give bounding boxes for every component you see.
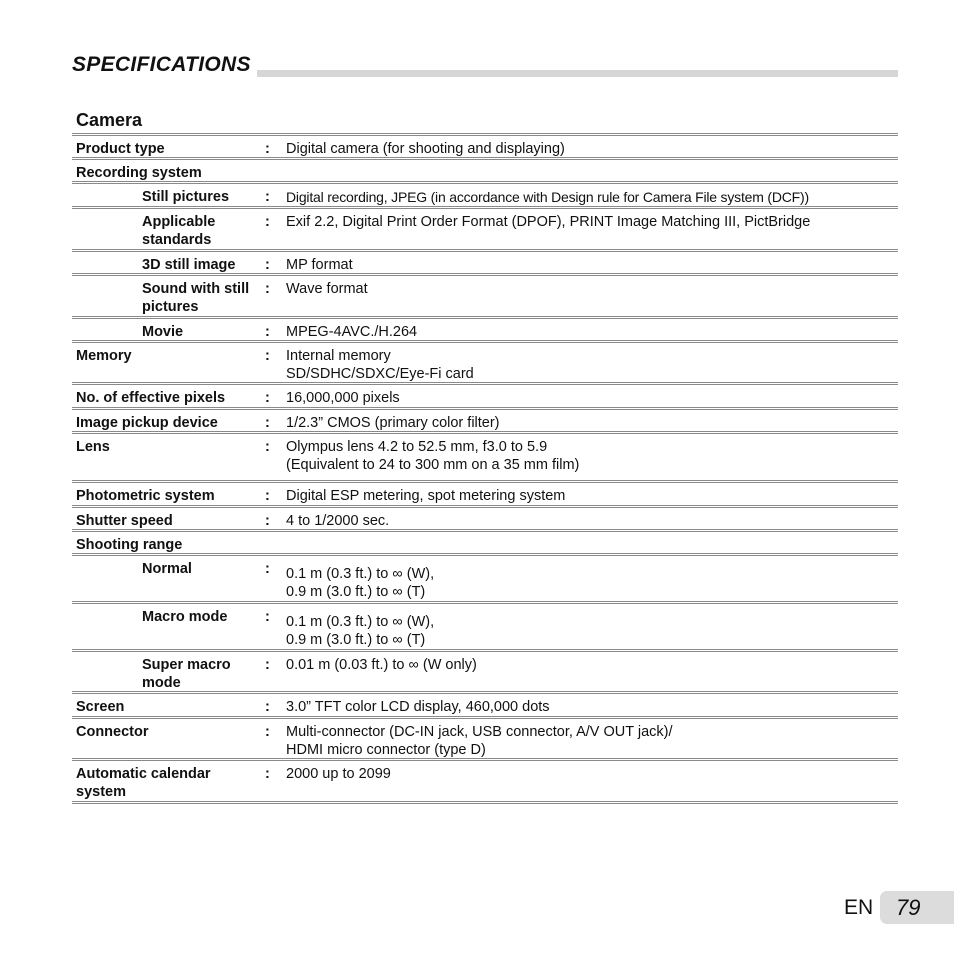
spec-row-sound-with-still-pictures bbox=[72, 276, 898, 319]
spec-value: 16,000,000 pixels bbox=[286, 390, 400, 406]
spec-colon: : bbox=[265, 513, 270, 529]
spec-label: Shooting range bbox=[76, 537, 183, 553]
spec-row-movie bbox=[72, 319, 898, 343]
spec-value: 4 to 1/2000 sec. bbox=[286, 513, 390, 529]
spec-colon: : bbox=[265, 766, 270, 782]
spec-label: Automatic calendar system bbox=[76, 766, 211, 800]
spec-row-automatic-calendar-system bbox=[72, 761, 898, 804]
language-label: EN bbox=[844, 896, 874, 919]
spec-row-applicable-standards bbox=[72, 209, 898, 252]
spec-value: Wave format bbox=[286, 281, 368, 297]
spec-colon: : bbox=[265, 699, 270, 715]
spec-label: Photometric system bbox=[76, 488, 215, 504]
spec-colon: : bbox=[265, 281, 270, 297]
spec-colon: : bbox=[265, 141, 270, 157]
spec-label: Screen bbox=[76, 699, 125, 715]
spec-value: Olympus lens 4.2 to 52.5 mm, f3.0 to 5.9 (Equivalent to 24 to 300 mm on a 35 mm film) bbox=[286, 439, 580, 473]
spec-row-lens bbox=[72, 434, 898, 483]
spec-row-still-pictures bbox=[72, 184, 898, 209]
spec-colon: : bbox=[265, 214, 270, 230]
section-title: Camera bbox=[76, 110, 143, 130]
spec-row-memory bbox=[72, 343, 898, 385]
spec-value: 0.1 m (0.3 ft.) to ∞ (W), 0.9 m (3.0 ft.) to ∞ (T) bbox=[286, 566, 435, 600]
spec-value: Digital camera (for shooting and displaying) bbox=[286, 141, 565, 157]
spec-row-connector bbox=[72, 719, 898, 761]
page-number: 79 bbox=[896, 895, 921, 920]
spec-label: Sound with still pictures bbox=[142, 281, 250, 315]
spec-row-image-pickup-device bbox=[72, 410, 898, 434]
spec-label: Recording system bbox=[76, 165, 202, 181]
spec-colon: : bbox=[265, 189, 270, 205]
spec-colon: : bbox=[265, 415, 270, 431]
spec-value: MP format bbox=[286, 257, 353, 273]
spec-label: Movie bbox=[142, 324, 184, 340]
spec-label: Super macro mode bbox=[142, 657, 231, 691]
spec-value: 2000 up to 2099 bbox=[286, 766, 391, 782]
spec-value: Internal memory SD/SDHC/SDXC/Eye-Fi card bbox=[286, 348, 474, 382]
spec-colon: : bbox=[265, 724, 270, 740]
spec-row-photometric-system bbox=[72, 483, 898, 508]
spec-row-recording-system bbox=[72, 160, 898, 184]
spec-label: Applicable standards bbox=[142, 214, 216, 248]
spec-label: Memory bbox=[76, 348, 132, 364]
spec-label: No. of effective pixels bbox=[76, 390, 226, 406]
spec-label: Normal bbox=[142, 561, 192, 577]
spec-label: Still pictures bbox=[142, 189, 230, 205]
spec-label: Shutter speed bbox=[76, 513, 173, 529]
spec-value: 0.01 m (0.03 ft.) to ∞ (W only) bbox=[286, 657, 477, 673]
spec-row-normal bbox=[72, 556, 898, 604]
spec-table bbox=[72, 133, 898, 804]
page-heading: SPECIFICATIONS bbox=[72, 53, 257, 77]
spec-row-super-macro-mode bbox=[72, 652, 898, 694]
spec-value: MPEG-4AVC./H.264 bbox=[286, 324, 418, 340]
spec-colon: : bbox=[265, 657, 270, 673]
spec-label: Connector bbox=[76, 724, 149, 740]
spec-colon: : bbox=[265, 324, 270, 340]
spec-colon: : bbox=[265, 488, 270, 504]
spec-value: Multi-connector (DC-IN jack, USB connector, A/V OUT jack)/ HDMI micro connector (type D) bbox=[286, 724, 673, 758]
spec-row-screen bbox=[72, 694, 898, 719]
spec-label: Lens bbox=[76, 439, 110, 455]
spec-label: 3D still image bbox=[142, 257, 236, 273]
spec-row-shutter-speed bbox=[72, 508, 898, 532]
spec-colon: : bbox=[265, 348, 270, 364]
spec-value: Exif 2.2, Digital Print Order Format (DPOF), PRINT Image Matching III, PictBridge bbox=[286, 214, 811, 230]
spec-row-shooting-range bbox=[72, 532, 898, 556]
spec-value: 0.1 m (0.3 ft.) to ∞ (W), 0.9 m (3.0 ft.) to ∞ (T) bbox=[286, 614, 435, 648]
spec-colon: : bbox=[265, 561, 270, 577]
spec-label: Macro mode bbox=[142, 609, 228, 625]
spec-row-effective-pixels bbox=[72, 385, 898, 410]
spec-label: Product type bbox=[76, 141, 165, 157]
spec-label: Image pickup device bbox=[76, 415, 218, 431]
spec-colon: : bbox=[265, 609, 270, 625]
spec-colon: : bbox=[265, 257, 270, 273]
spec-value: Digital ESP metering, spot metering system bbox=[286, 488, 566, 504]
spec-value: 1/2.3” CMOS (primary color filter) bbox=[286, 415, 500, 431]
spec-row-macro-mode bbox=[72, 604, 898, 652]
spec-colon: : bbox=[265, 439, 270, 455]
spec-value: Digital recording, JPEG (in accordance with Design rule for Camera File system (DCF)) bbox=[286, 189, 809, 205]
spec-row-3d-still-image bbox=[72, 252, 898, 276]
spec-value: 3.0” TFT color LCD display, 460,000 dots bbox=[286, 699, 550, 715]
spec-row-product-type bbox=[72, 136, 898, 160]
spec-colon: : bbox=[265, 390, 270, 406]
page-number-tab bbox=[880, 891, 954, 924]
